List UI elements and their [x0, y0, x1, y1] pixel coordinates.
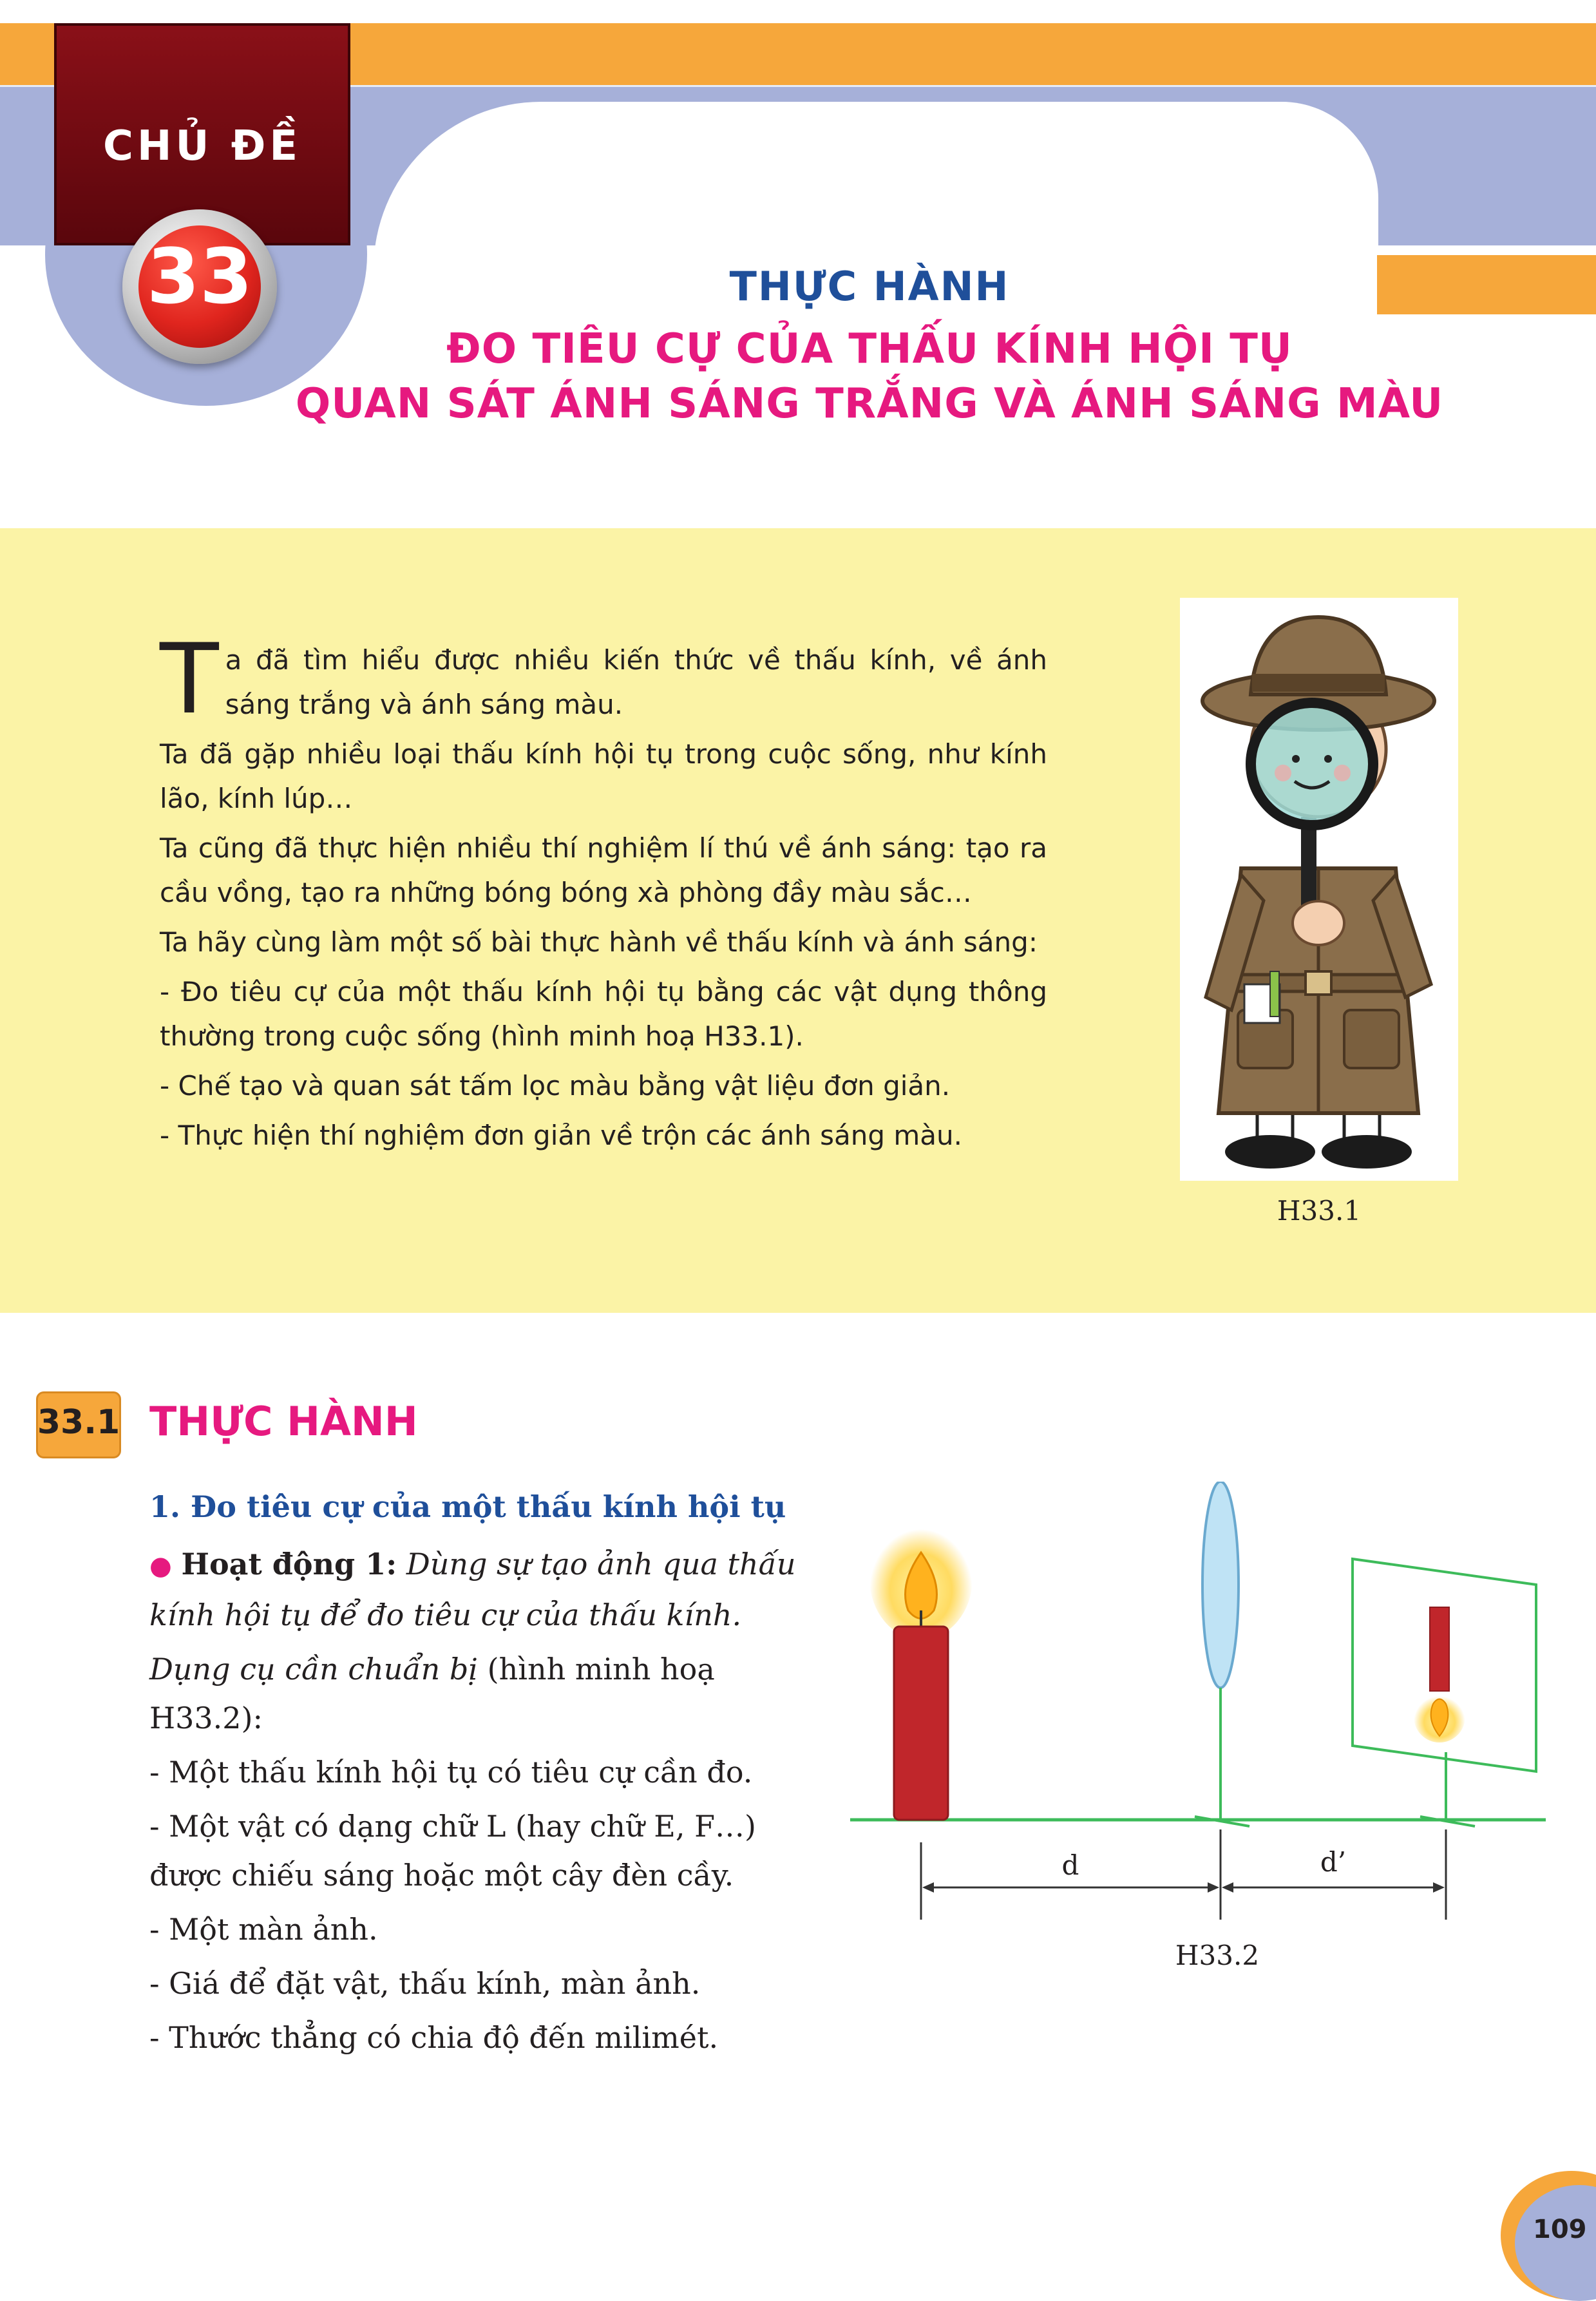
intro-para-4: Ta hãy cùng làm một số bài thực hành về thấu kính và ánh sáng:	[160, 926, 1038, 958]
tool-item-5: - Thước thẳng có chia độ đến milimét.	[149, 2020, 719, 2055]
topic-number: 33	[146, 232, 253, 321]
figure-caption-h33-1: H33.1	[1277, 1195, 1362, 1227]
activity-paragraph	[149, 1540, 803, 1639]
tool-item-4: - Giá để đặt vật, thấu kính, màn ảnh.	[149, 1966, 701, 2001]
section-title: THỰC HÀNH	[149, 1398, 418, 1445]
subheading: 1. Đo tiêu cự của một thấu kính hội tụ	[149, 1489, 786, 1524]
header-top-margin	[0, 0, 1596, 23]
tool-item-2: - Một vật có dạng chữ L (hay chữ E, F…) được chiếu sáng hoặc một cây đèn cầy.	[149, 1809, 756, 1893]
detective-illustration	[1180, 598, 1458, 1181]
figure-h33-2	[837, 1482, 1559, 1971]
lens-setup-diagram	[837, 1482, 1559, 1971]
section-body	[149, 1540, 803, 2067]
tools-heading	[149, 1645, 803, 1742]
section-number: 33.1	[37, 1403, 120, 1442]
intro-item-3: - Thực hiện thí nghiệm đơn giản về trộn các ánh sáng màu.	[160, 1120, 962, 1151]
figure-caption-h33-2: H33.2	[1175, 1940, 1260, 1971]
activity-label: Hoạt động 1:	[181, 1547, 397, 1581]
page-title-line1: THỰC HÀNH	[729, 263, 1010, 310]
candle-icon	[894, 1627, 948, 1820]
page-number: 109	[1533, 2215, 1587, 2244]
tool-item-3: - Một màn ảnh.	[149, 1912, 378, 1947]
intro-para-1: Ta đã tìm hiểu được nhiều kiến thức về thấu kính, về ánh sáng trắng và ánh sáng màu.	[160, 624, 1047, 736]
lens-icon	[1202, 1482, 1239, 1688]
intro-text	[160, 624, 1047, 1163]
page-title-line2: ĐO TIÊU CỰ CỦA THẤU KÍNH HỘI TỤ	[446, 325, 1293, 373]
image-candle-icon	[1430, 1607, 1449, 1691]
intro-item-2: - Chế tạo và quan sát tấm lọc màu bằng vật liệu đơn giản.	[160, 1070, 951, 1102]
intro-para-2: Ta đã gặp nhiều loại thấu kính hội tụ trong cuộc sống, như kính lão, kính lúp…	[160, 738, 1047, 814]
intro-para-3: Ta cũng đã thực hiện nhiều thí nghiệm lí thú về ánh sáng: tạo ra cầu vồng, tạo ra những bóng bóng xà phòng đầy màu sắc…	[160, 832, 1047, 908]
dropcap: T	[160, 624, 219, 736]
activity-text: Dùng sự tạo ảnh qua thấu kính hội tụ để đo tiêu cự của thấu kính.	[149, 1547, 796, 1632]
label-d-prime: d’	[1320, 1846, 1347, 1878]
bullet-icon: ●	[149, 1551, 172, 1581]
header-right-strip	[1377, 246, 1596, 255]
tools-label: Dụng cụ cần chuẩn bị	[149, 1652, 479, 1686]
tools-suffix: (hình minh hoạ H33.2):	[149, 1652, 715, 1735]
tool-item-1: - Một thấu kính hội tụ có tiêu cự cần đo.	[149, 1755, 753, 1790]
page-title-line3: QUAN SÁT ÁNH SÁNG TRẮNG VÀ ÁNH SÁNG MÀU	[295, 380, 1444, 428]
intro-item-1: - Đo tiêu cự của một thấu kính hội tụ bằng các vật dụng thông thường trong cuộc sống (hình minh hoạ H33.1).	[160, 976, 1047, 1052]
label-d: d	[1061, 1849, 1079, 1881]
detective-icon	[1180, 598, 1458, 1181]
topic-label: CHỦ ĐỀ	[102, 122, 302, 170]
